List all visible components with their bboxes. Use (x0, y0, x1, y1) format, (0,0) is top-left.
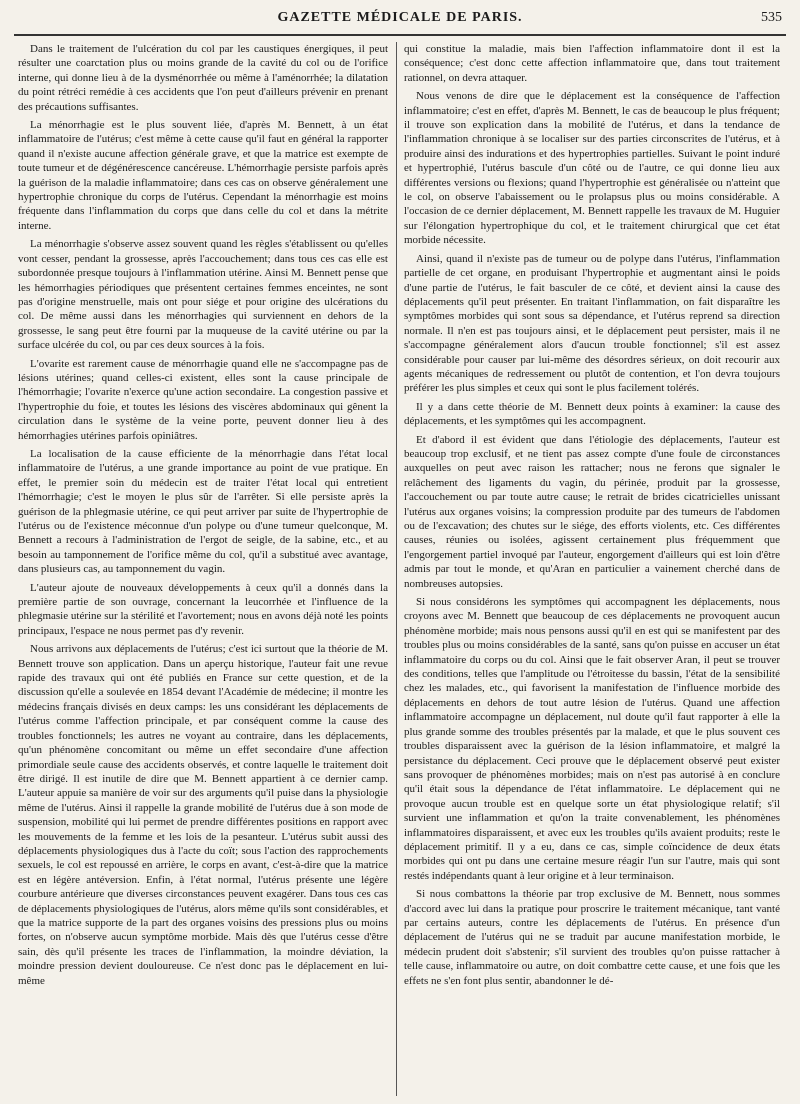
running-title: GAZETTE MÉDICALE DE PARIS. (277, 10, 523, 25)
paragraph: Nous venons de dire que le déplacement est la conséquence de l'affection inflammatoire; c'est en effet, d'après M. Bennett, le cas de beaucoup le plus fréquent; il trouve son explication dans la mobilité de l'utérus, et dans la tendance de l'inflammation chronique à se localiser sur des parties circonscrites de l'utérus, et à produire ainsi des indurations et des hypertrophies partielles. Suivant le point induré et hypertrophié, l'utérus bascule d'un côté ou de l'autre, ce qui donne lieu aux différentes versions ou flexions; quand l'hypertrophie est généralisée ou n'atteint que le col, on observe l'abaissement ou le prolapsus plus ou moins considérable. A l'occasion de ce dernier déplacement, M. Bennett rappelle les travaux de M. Huguier sur l'élongation hypertrophique du col, et le traitement chirurgical que cet état morbide nécessite. (404, 90, 780, 247)
left-column (18, 42, 388, 1100)
right-column (404, 42, 780, 1100)
paragraph: L'ovarite est rarement cause de ménorrhagie quand elle ne s'accompagne pas de lésions utérines; quand celles-ci existent, elles sont la cause principale de l'hémorrhagie; l'ovarite n'exerce qu'une action secondaire. La congestion passive et l'hypertrophie du foie, et toutes les lésions des viscères abdominaux qui gênent la circulation dans le système de la veine porte, peuvent donner lieu à des hémorrhagies utérines parfois opiniâtres. (18, 357, 388, 442)
paragraph: Dans le traitement de l'ulcération du col par les caustiques énergiques, il peut résulter une coarctation plus ou moins grande de la cavité du col ou de l'orifice interne, qui donne lieu à de la dysménorrhée ou même à l'aménorrhée; la dilatation du point rétréci remédie à ces accidents que l'on peut d'ailleurs prévenir en prenant des précautions suffisantes. (18, 43, 388, 113)
column-divider (396, 42, 397, 1096)
paragraph: L'auteur ajoute de nouveaux développements à ceux qu'il a donnés dans la première partie de son ouvrage, concernant la leucorrhée et l'influence de la phlegmasie utérine sur la stérilité et l'avortement; nous en avons déjà noté les points principaux, l'espace ne nous permet pas d'y revenir. (18, 581, 388, 637)
paragraph: Il y a dans cette théorie de M. Bennett deux points à examiner: la cause des déplacements, et les symptômes qui les accompagnent. (404, 400, 780, 428)
paragraph: La ménorrhagie s'observe assez souvent quand les règles s'établissent ou qu'elles vont cesser, pendant la grossesse, après l'accouchement; dans tous ces cas elle est subordonnée presque toujours à l'inflammation utérine. Ainsi M. Bennett pense que les hémorrhagies périodiques que présentent certaines femmes enceintes, ne sont pas d'origine menstruelle, mais ont pour siége et pour origine des ulcérations du col. De même aussi dans les ménorrhagies qui surviennent en dehors de la grossesse, le sang peut être fourni par la muqueuse de la cavité utérine ou par la surface ulcérée du col, ou par ces deux sources à la fois. (18, 238, 388, 352)
page-number: 535 (761, 10, 782, 25)
paragraph: qui constitue la maladie, mais bien l'affection inflammatoire dont il est la conséquence; c'est donc cette affection inflammatoire que, dans tout traitement rationnel, on devra attaquer. (404, 43, 780, 84)
paragraph: Ainsi, quand il n'existe pas de tumeur ou de polype dans l'utérus, l'inflammation partielle de cet organe, en produisant l'hypertrophie et augmentant ainsi le poids d'une partie de l'utérus, le fait basculer de ce côté, et devient ainsi la cause des déplacements qu'il peut présenter. En traitant l'inflammation, on fait disparaître les symptômes morbides qui sont sous sa dépendance, et l'utérus reprend sa direction normale. Il n'en est pas toujours ainsi, et le déplacement peut persister, mais il ne s'accompagne généralement alors d'aucun trouble fonctionnel; s'il est assez considérable pour causer par lui-même des désordres sérieux, on doit recourir aux agents mécaniques de redressement ou plutôt de contention, et l'on devra toujours préférer les plus simples et ceux qui sont le plus facilement tolérés. (404, 252, 780, 395)
paragraph: La ménorrhagie est le plus souvent liée, d'après M. Bennett, à un état inflammatoire de l'utérus; c'est même à cette cause qu'il faut en général la rapporter quand il n'existe aucune affection générale grave, et que la matrice est exempte de toute tumeur et de dégénérescence cancéreuse. L'hémorrhagie persiste parfois après la guérison de la maladie inflammatoire; dans ces cas on observe généralement une hypertrophie chronique du corps de l'utérus. Cependant la ménorrhagie est moins fréquente dans l'inflammation du corps que dans celle du col et dans la métrite interne. (18, 119, 388, 232)
page-header (14, 4, 786, 36)
paragraph: Si nous considérons les symptômes qui accompagnent les déplacements, nous croyons avec M. Bennett que beaucoup de ces déplacements ne provoquent aucun phénomène morbide; mais nous pensons aussi qu'il en est qui se manifestent par des troubles plus ou moins considérables de la santé, sans qu'on puisse en accuser un état inflammatoire du corps ou du col. Ainsi que le fait observer Aran, il peut se trouver des conditions, telles que l'amplitude ou l'étroitesse du bassin, l'état de la sensibilité chez les malades, etc., qui favorisent la manifestation de l'influence morbide des déplacements en dehors de tout autre lésion de l'utérus. Quand une affection inflammatoire accompagne un déplacement, nul doute qu'il faut rapporter à elle la plus grande somme des troubles présentés par la malade, et que le plus souvent ces troubles disparaissent avec la guérison de la lésion inflammatoire, et malgré la persistance du déplacement. Ceci prouve que le déplacement observé peut exister sans provoquer de phénomènes morbides; mais on n'est pas autorisé à en conclure qu'il était sous la dépendance de l'état inflammatoire. Le déplacement qui ne provoque aucun trouble est en quelque sorte un état physiologique relatif; s'il survient une inflammation et qu'on la traite convenablement, les phénomènes inflammatoires disparaissent, et avec eux les troubles qu'ils avaient produits; reste le déplacement primitif. Il y a eu, dans ce cas, simple coïncidence de deux états morbides qui ont pu dans une certaine mesure réagir l'un sur l'autre, mais qui sont restés indépendants quant à leur origine et à leur terminaison. (404, 596, 780, 882)
paragraph: Nous arrivons aux déplacements de l'utérus; c'est ici surtout que la théorie de M. Bennett trouve son application. Dans un aperçu historique, l'auteur fait une revue rapide des travaux qui ont été publiés en France sur cette question, et de la discussion qu'elle a soulevée en 1854 devant l'Académie de médecine; il montre les médecins français divisés en deux camps: les uns considérant les déplacements de l'utérus comme l'affection principale, et par conséquent comme la cause des troubles fonctionnels; les autres ne voyant au contraire, dans les déplacements, qu'un phénomène concomitant ou même un effet secondaire d'une affection primordiale seule cause des accidents observés, et contre laquelle le traitement doit être dirigé. Il est inutile de dire que M. Bennett appartient à ce dernier camp. L'auteur appuie sa manière de voir sur des arguments qu'il puise dans la physiologie même de l'utérus. Ainsi il rappelle la grande mobilité de l'utérus due à son mode de suspension, mobilité qui lui permet de prendre différentes positions en rapport avec les mouvements de la femme et les lois de la pesanteur. L'utérus subit aussi des déplacements physiologiques dus à l'acte du coït; sous l'action des rapprochements sexuels, le col est repoussé en arrière, le corps en avant, c'est-à-dire que la matrice est en légère antéversion. Enfin, à l'état normal, l'utérus présente une légère courbure antérieure que diverses circonstances peuvent exagérer. Dans tous ces cas de déplacements physiologiques de l'utérus, alors même qu'ils sont considérables, et que la matrice supporte de la part des organes voisins des pressions plus ou moins fortes, on n'observe aucun symptôme morbide. Mais dès que l'utérus cesse d'être sain, dès qu'il présente les traces de l'inflammation, la moindre déviation, la moindre pression devient douloureuse. Ce n'est donc pas le déplacement en lui-même (18, 643, 388, 987)
paragraph: La localisation de la cause efficiente de la ménorrhagie dans l'état local inflammatoire de l'utérus, a une grande importance au point de vue pratique. En effet, le premier soin du médecin est de traiter l'état local qui entretient l'hémorrhagie; c'est le moyen le plus sûr de l'arrêter. Si elle persiste après la guérison de la phlegmasie utérine, ce qui peut arriver par suite de l'hypertrophie de l'utérus ou de l'existence méconnue d'un polype ou d'une tumeur quelconque, M. Bennett a recours à l'administration de l'ergot de seigle, de la sabine, etc., et au besoin au tamponnement de l'orifice même du col, qu'il a substitué avec avantage, dans plusieurs cas, au tamponnement du vagin. (18, 447, 388, 576)
paragraph: Et d'abord il est évident que dans l'étiologie des déplacements, l'auteur est beaucoup trop exclusif, et ne tient pas assez compte d'une foule de circonstances auxquelles on peut avec raison les rattacher; nous ne ferons que signaler le relâchement des ligaments du vagin, du périnée, produit par la grossesse, l'accouchement ou par toute autre cause; le retrait de brides cicatricielles unissant l'utérus aux organes voisins; la compression produite par des tumeurs de l'abdomen ou de l'excavation; des chutes sur le siége, des efforts violents, etc. Ces différentes causes, réunies ou isolées, agissent certainement plus fréquemment que l'engorgement partiel invoqué par l'auteur, engorgement d'ailleurs qui est loin d'être admis par tout le monde, et qu'Aran en particulier a vainement cherché dans de nombreuses autopsies. (404, 433, 780, 590)
paragraph: Si nous combattons la théorie par trop exclusive de M. Bennett, nous sommes d'accord avec lui dans la pratique pour proscrire le traitement mécanique, tant vanté par certains auteurs, contre les déplacements de l'utérus. En présence d'un déplacement de l'utérus qui ne se traduit par aucune manifestation morbide, le médecin prudent doit s'abstenir; s'il survient des troubles qu'on puisse rattacher à telle cause, inflammatoire ou autre, on doit combattre cette cause, et une fois que les effets ne s'en font plus sentir, abandonner le dé- (404, 888, 780, 987)
